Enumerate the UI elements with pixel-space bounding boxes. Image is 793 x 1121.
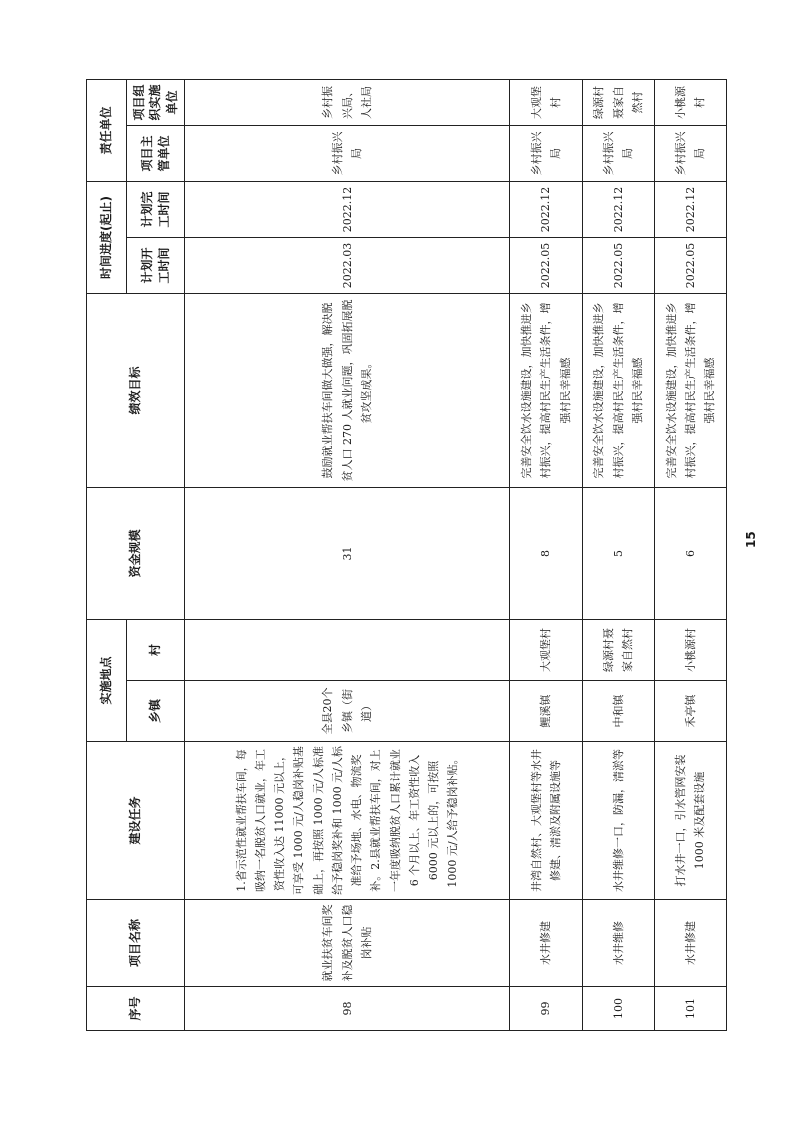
header-dept: 项目主管单位 bbox=[127, 125, 185, 181]
cell-name: 水井维修 bbox=[582, 900, 654, 987]
project-table bbox=[86, 79, 727, 1031]
cell-start: 2022.03 bbox=[185, 237, 510, 293]
table-row bbox=[185, 79, 510, 1030]
header-schedule: 时间进度(起止) bbox=[87, 181, 127, 293]
cell-task: 井湾自然村、大观堡村等水井修建、清淤及附属设施等 bbox=[510, 742, 582, 900]
cell-no: 99 bbox=[510, 987, 582, 1031]
rotated-table-wrapper bbox=[86, 80, 727, 1031]
cell-goal: 完善安全饮水设施建设，加快推进乡村振兴，提高村民生产生活条件，增强村民幸福感 bbox=[510, 293, 582, 487]
cell-dept: 乡村振兴局 bbox=[654, 125, 726, 181]
cell-org: 小桃源村 bbox=[654, 79, 726, 125]
cell-goal: 完善安全饮水设施建设，加快推进乡村振兴，提高村民生产生活条件，增强村民幸福感 bbox=[654, 293, 726, 487]
header-responsible: 责任单位 bbox=[87, 79, 127, 181]
cell-funds: 5 bbox=[582, 487, 654, 619]
cell-dept: 乡村振兴局 bbox=[185, 125, 510, 181]
cell-end: 2022.12 bbox=[654, 181, 726, 237]
header-task: 建设任务 bbox=[87, 742, 185, 900]
cell-end: 2022.12 bbox=[510, 181, 582, 237]
cell-name: 水井修建 bbox=[510, 900, 582, 987]
cell-village: 绿源村聂家自然村 bbox=[582, 619, 654, 680]
table-row bbox=[582, 79, 654, 1030]
header-goal: 绩效目标 bbox=[87, 293, 185, 487]
cell-village: 大观堡村 bbox=[510, 619, 582, 680]
cell-goal: 鼓励就业帮扶车间做大做强，解决脱贫人口 270 人就业问题，巩固拓展脱贫攻坚成果。 bbox=[185, 293, 510, 487]
cell-no: 100 bbox=[582, 987, 654, 1031]
cell-funds: 8 bbox=[510, 487, 582, 619]
cell-town: 禾亭镇 bbox=[654, 681, 726, 742]
header-start: 计划开工时间 bbox=[127, 237, 185, 293]
cell-start: 2022.05 bbox=[582, 237, 654, 293]
header-location: 实施地点 bbox=[87, 619, 127, 741]
cell-dept: 乡村振兴局 bbox=[582, 125, 654, 181]
cell-no: 101 bbox=[654, 987, 726, 1031]
cell-task: 1.省示范性就业帮扶车间，每吸纳一名脱贫人口就业，年工资性收入达 11000 元以上，可享受 1000 元/人稳岗补贴基础上，再按照 1000 元/人标准给予稳岗奖补和 1000 元/人标准给予场地、水电、物流奖补。2.县就业帮扶车间，对上一年度吸纳脱贫人口累计就业 6 个月以上、年工资性收入 6000 元以上的，可按照 1000 元/人给予稳岗补贴。 bbox=[185, 742, 510, 900]
cell-village bbox=[185, 619, 510, 680]
table-row bbox=[510, 79, 582, 1030]
cell-org: 绿源村聂家自然村 bbox=[582, 79, 654, 125]
cell-task: 水井维修一口，防漏，清淤等 bbox=[582, 742, 654, 900]
cell-town: 鲤溪镇 bbox=[510, 681, 582, 742]
cell-village: 小桃源村 bbox=[654, 619, 726, 680]
header-name: 项目名称 bbox=[87, 900, 185, 987]
cell-town: 中和镇 bbox=[582, 681, 654, 742]
cell-funds: 6 bbox=[654, 487, 726, 619]
cell-start: 2022.05 bbox=[654, 237, 726, 293]
header-village: 村 bbox=[127, 619, 185, 680]
cell-goal: 完善安全饮水设施建设，加快推进乡村振兴，提高村民生产生活条件，增强村民幸福感 bbox=[582, 293, 654, 487]
cell-org: 乡村振兴局、人社局 bbox=[185, 79, 510, 125]
cell-town: 全县20个乡镇（街道） bbox=[185, 681, 510, 742]
table-row bbox=[654, 79, 726, 1030]
cell-org: 大观堡村 bbox=[510, 79, 582, 125]
header-no: 序号 bbox=[87, 987, 185, 1031]
cell-end: 2022.12 bbox=[582, 181, 654, 237]
cell-funds: 31 bbox=[185, 487, 510, 619]
header-funds: 资金规模 bbox=[87, 487, 185, 619]
cell-dept: 乡村振兴局 bbox=[510, 125, 582, 181]
header-town: 乡镇 bbox=[127, 681, 185, 742]
cell-no: 98 bbox=[185, 987, 510, 1031]
cell-name: 就业扶贫车间奖补及脱贫人口稳岗补贴 bbox=[185, 900, 510, 987]
page-number: 15 bbox=[744, 531, 758, 548]
header-end: 计划完工时间 bbox=[127, 181, 185, 237]
cell-name: 水井修建 bbox=[654, 900, 726, 987]
cell-task: 打水井一口，引水管网安装 1000 米及配套设施 bbox=[654, 742, 726, 900]
cell-start: 2022.05 bbox=[510, 237, 582, 293]
header-org: 项目组织实施单位 bbox=[127, 79, 185, 125]
cell-end: 2022.12 bbox=[185, 181, 510, 237]
